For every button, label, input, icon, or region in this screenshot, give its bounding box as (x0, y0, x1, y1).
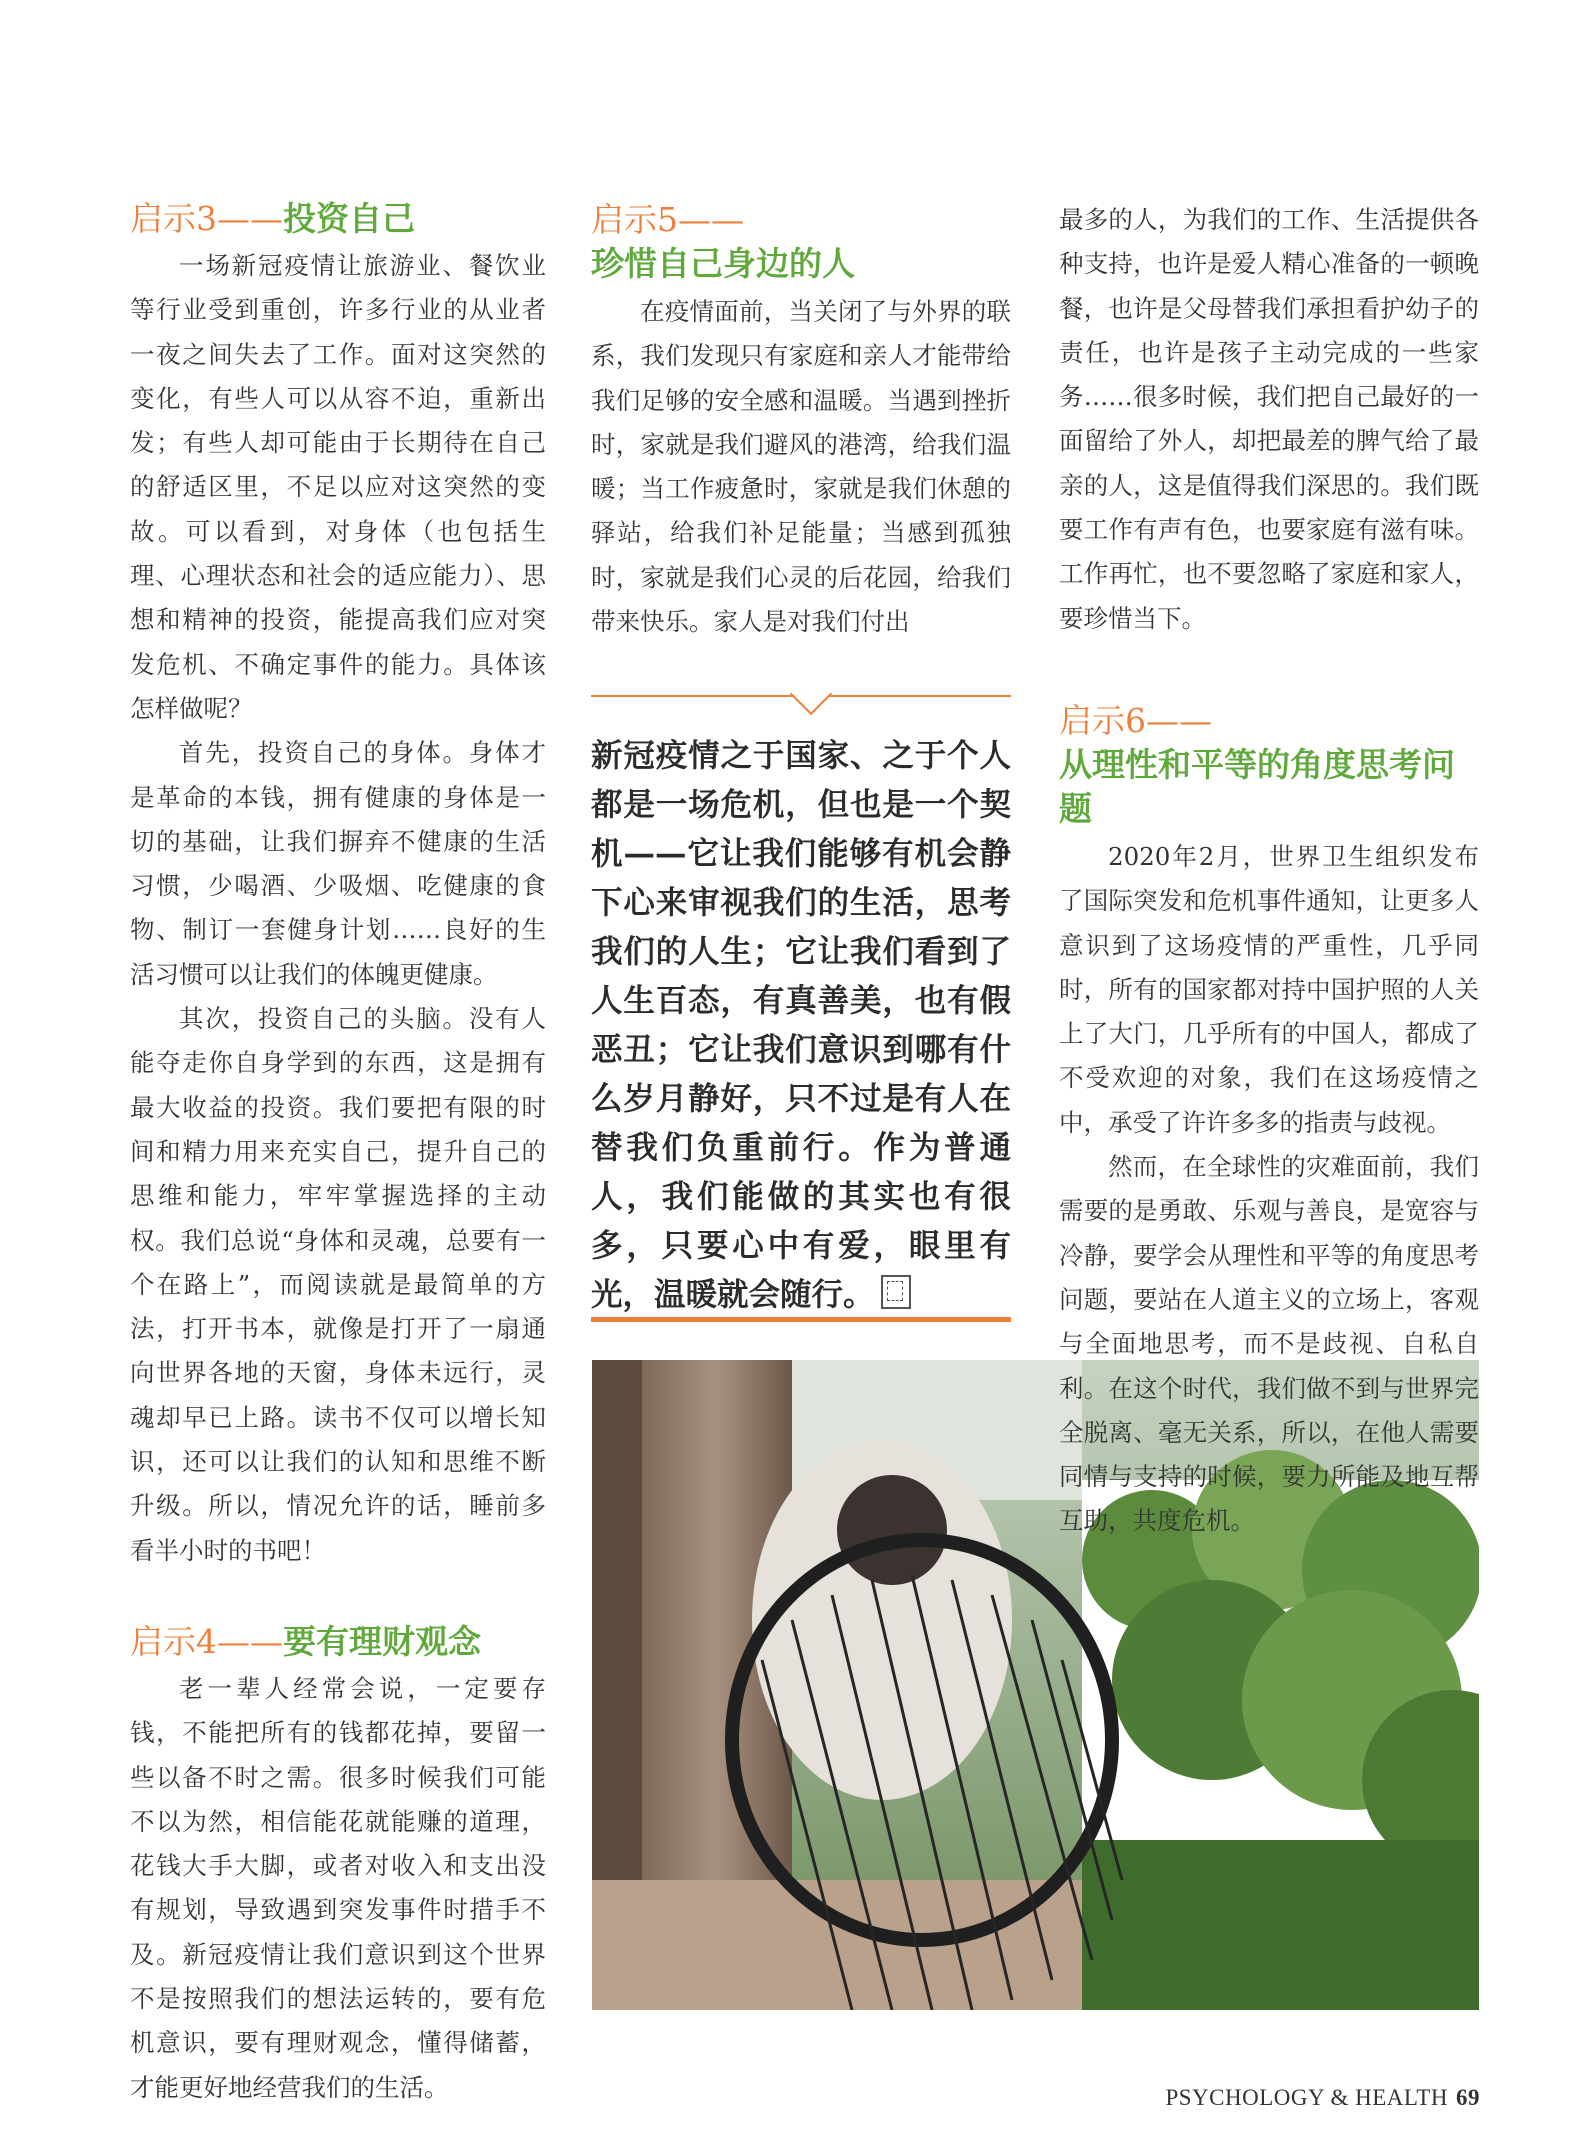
quote-notch (790, 673, 832, 715)
section-heading-6 (1059, 699, 1479, 831)
column-1 (130, 198, 546, 2110)
section-heading-4 (130, 1621, 546, 1663)
section-title: 投资自己 (283, 199, 415, 238)
paragraph: 首先，投资自己的身体。身体才是革命的本钱，拥有健康的身体是一切的基础，让我们摒弃不健康的生活习惯，少喝酒、少吸烟、吃健康的食物、制订一套健身计划……良好的生活习惯可以让我们的体魄更健康。 (130, 738, 546, 989)
paragraph: 在疫情面前，当关闭了与外界的联系，我们发现只有家庭和亲人才能带给我们足够的安全感和温暖。当遇到挫折时，家就是我们避风的港湾，给我们温暖；当工作疲惫时，家就是我们休憩的驿站，给我们补足能量；当感到孤独时，家就是我们心灵的后花园，给我们带来快乐。家人是对我们付出 (591, 297, 1011, 637)
page-number: 69 (1456, 2085, 1480, 2110)
section-title: 从理性和平等的角度思考问题 (1059, 744, 1455, 828)
section-number: 启示5—— (591, 200, 744, 239)
paragraph: 老一辈人经常会说，一定要存钱，不能把所有的钱都花掉，要留一些以备不时之需。很多时候我们可能不以为然，相信能花就能赚的道理，花钱大手大脚，或者对收入和支出没有规划，导致遇到突发事件时措手不及。新冠疫情让我们意识到这个世界不是按照我们的想法运转的，要有危机意识，要有理财观念，懂得储蓄，才能更好地经营我们的生活。 (130, 1673, 546, 2102)
section-title: 珍惜自己身边的人 (591, 244, 855, 283)
quote-bottom-rule (591, 1317, 1011, 1322)
pull-quote (591, 695, 1011, 1320)
section-number: 启示6—— (1059, 700, 1212, 740)
paragraph: 最多的人，为我们的工作、生活提供各种支持，也许是爱人精心准备的一顿晚餐，也许是父母替我们承担看护幼子的责任，也许是孩子主动完成的一些家务……很多时候，我们把自己最好的一面留给了外人，却把最差的脾气给了最亲的人，这是值得我们深思的。我们既要工作有声有色，也要家庭有滋有味。工作再忙，也不要忽略了家庭和家人，要珍惜当下。 (1059, 205, 1479, 633)
column-3 (1059, 198, 1479, 1544)
section-number: 启示3—— (130, 199, 283, 238)
section-heading-3 (130, 198, 546, 240)
magazine-name: PSYCHOLOGY & HEALTH (1165, 2085, 1448, 2110)
quote-text (591, 731, 1011, 1319)
section-number: 启示4—— (130, 1621, 283, 1661)
column-2 (591, 198, 1011, 644)
page-footer (1165, 2085, 1480, 2111)
seal-stamp (881, 1275, 911, 1309)
paragraph: 一场新冠疫情让旅游业、餐饮业等行业受到重创，许多行业的从业者一夜之间失去了工作。面对这突然的变化，有些人可以从容不迫，重新出发；有些人却可能由于长期待在自己的舒适区里，不足以应对这突然的变故。可以看到，对身体（也包括生理、心理状态和社会的适应能力）、思想和精神的投资，能提高我们应对突发危机、不确定事件的能力。具体该怎样做呢？ (130, 251, 546, 723)
paragraph: 2020年2月，世界卫生组织发布了国际突发和危机事件通知，让更多人意识到了这场疫情的严重性，几乎同时，所有的国家都对持中国护照的人关上了大门，几乎所有的中国人，都成了不受欢迎的对象，我们在这场疫情之中，承受了许许多多的指责与歧视。 (1059, 841, 1479, 1137)
paragraph: 然而，在全球性的灾难面前，我们需要的是勇敢、乐观与善良，是宽容与冷静，要学会从理性和平等的角度思考问题，要站在人道主义的立场上，客观与全面地思考，而不是歧视、自私自利。在这个时代，我们做不到与世界完全脱离、毫无关系，所以，在他人需要同情与支持的时候，要力所能及地互帮互助，共度危机。 (1059, 1152, 1479, 1536)
section-title: 要有理财观念 (283, 1621, 481, 1661)
quote-body: 新冠疫情之于国家、之于个人都是一场危机，但也是一个契机——它让我们能够有机会静下心来审视我们的生活，思考我们的人生；它让我们看到了人生百态，有真善美，也有假恶丑；它让我们意识到哪有什么岁月静好，只不过是有人在替我们负重前行。作为普通人，我们能做的其实也有很多，只要心中有爱，眼里有光，温暖就会随行。 (591, 737, 1011, 1313)
section-heading-5 (591, 198, 1011, 286)
paragraph: 其次，投资自己的头脑。没有人能夺走你自身学到的东西，这是拥有最大收益的投资。我们要把有限的时间和精力用来充实自己，提升自己的思维和能力，牢牢掌握选择的主动权。我们总说“身体和灵魂，总要有一个在路上”，而阅读就是最简单的方法，打开书本，就像是打开了一扇通向世界各地的天窗，身体未远行，灵魂却早已上路。读书不仅可以增长知识，还可以让我们的认知和思维不断升级。所以，情况允许的话，睡前多看半小时的书吧！ (130, 1004, 546, 1565)
